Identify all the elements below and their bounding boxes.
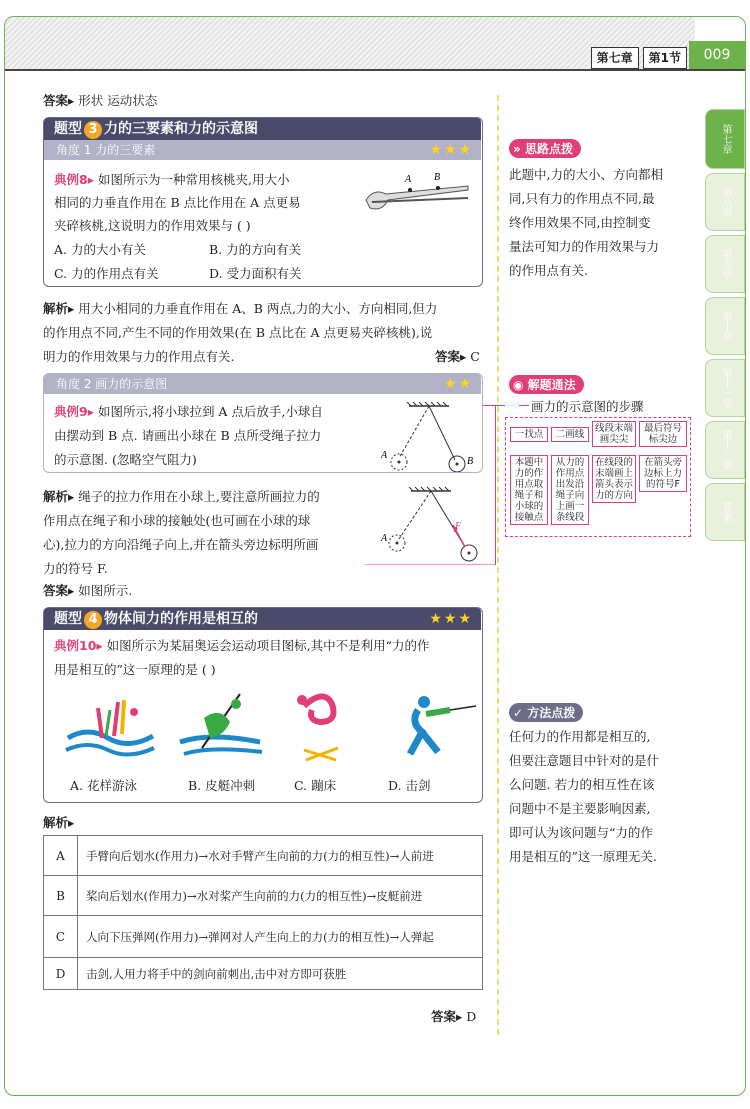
connector-vertical <box>495 405 496 565</box>
type4-box <box>43 607 483 803</box>
example-label: 典例10 <box>54 638 97 653</box>
tip-line: 任何力的作用都是相互的, <box>509 729 651 744</box>
arrow-line <box>519 405 529 406</box>
example-label: 典例9 <box>54 404 88 419</box>
row-text: 人向下压弹网(作用力)→弹网对人产生向上的力(力的相互性)→人弹起 <box>78 916 483 958</box>
page-number: 009 <box>689 41 745 69</box>
option-d: D. 受力面积有关 <box>209 266 302 281</box>
swimming-icon <box>58 688 158 768</box>
tab-chapter-9[interactable]: 第九章 <box>705 235 745 293</box>
answer-text: 如图所示. <box>78 583 133 598</box>
row-key: D <box>44 958 78 990</box>
answer-label: 答案 <box>43 93 69 108</box>
ana9-line-3: 心),拉力的方向沿绳子向上,并在箭头旁边标明所画 <box>43 537 319 552</box>
flow-note-1: 本题中力的作用点取绳子和小球的接触点 <box>510 455 548 525</box>
flow-step-1: 一找点 <box>510 427 548 442</box>
tip-line: 用是相互的”这一原理无关. <box>509 849 657 864</box>
tab-chapter-8[interactable]: 第八章 <box>705 173 745 231</box>
analysis-label: 解析 <box>43 489 69 504</box>
ana8-answer <box>435 347 480 365</box>
fig-label-a: A <box>381 450 388 461</box>
tip-line: 么问题. 若力的相互性在该 <box>509 777 655 792</box>
tab-answers[interactable]: 答案 <box>705 483 745 541</box>
icon-label-d: D. 击剑 <box>388 778 431 793</box>
icon-label-c: C. 蹦床 <box>294 778 337 793</box>
answer9 <box>43 581 132 599</box>
type-number: 3 <box>84 121 102 139</box>
answer-text: 形状 运动状态 <box>78 93 158 108</box>
option-a: A. 力的大小有关 <box>54 242 146 257</box>
type-prefix: 题型 <box>54 611 82 627</box>
difficulty-stars: ★★ <box>443 376 473 392</box>
fig-label-b: B <box>467 456 474 467</box>
ana8-text: 用大小相同的力垂直作用在 A、B 两点,力的大小、方向相同,但力 <box>78 301 438 316</box>
row-key: B <box>44 876 78 916</box>
tip-text <box>509 725 689 869</box>
arrow-icon: ▸ <box>68 489 75 504</box>
ex9-line-3: 的示意图. (忽略空气阻力) <box>54 452 197 467</box>
row-text: 击剑,人用力将手中的剑向前刺出,击中对方即可获胜 <box>78 958 483 990</box>
type-title: 物体间力的作用是相互的 <box>104 611 258 627</box>
row-text: 桨向后划水(作用力)→水对桨产生向前的力(力的相互性)→皮艇前进 <box>78 876 483 916</box>
idea-line: 量法可知力的作用效果与力 <box>509 239 660 254</box>
ana8-line-1 <box>43 299 437 317</box>
analysis-label: 解析 <box>43 815 69 830</box>
answer-label: 答案 <box>431 1009 457 1024</box>
type-prefix: 题型 <box>54 121 82 137</box>
ana9-line-2: 作用点在绳子和小球的接触处(也可画在小球的球 <box>43 513 311 528</box>
tip-line: 但要注意题目中针对的是什 <box>509 753 660 768</box>
column-divider <box>497 95 499 1035</box>
ana9-text: 绳子的拉力作用在小球上,要注意所画拉力的 <box>78 489 320 504</box>
answer10 <box>431 1007 476 1025</box>
connector-line <box>483 405 505 406</box>
row-key: A <box>44 836 78 876</box>
arrow-icon: ▸ <box>456 1009 463 1024</box>
table-row <box>44 876 483 916</box>
type4-title <box>44 608 481 630</box>
flow-note-2: 从力的作用点出发沿绳子向上画一条线段 <box>551 455 589 525</box>
idea-line: 同,只有力的作用点不同,最 <box>509 191 655 206</box>
kayak-icon <box>170 688 270 768</box>
difficulty-stars: ★★★ <box>429 611 473 627</box>
arrow-icon: ▸ <box>460 349 467 364</box>
flow-step-4: 最后符号标尖边 <box>639 421 687 447</box>
intro-answer <box>43 91 157 109</box>
type-number: 4 <box>84 611 102 629</box>
ana10-label <box>43 813 74 831</box>
ex8-line-2: 相同的力垂直作用在 B 点比作用在 A 点更易 <box>54 195 301 210</box>
type3-box <box>43 117 483 287</box>
chapter-tabs <box>705 109 745 545</box>
ex9-text: 如图所示,将小球拉到 A 点后放手,小球自 <box>97 404 323 419</box>
tab-chapter-7[interactable]: 第七章 <box>705 109 745 169</box>
angle1-bar <box>44 140 481 160</box>
analysis-label: 解析 <box>43 301 69 316</box>
force-label-f: F <box>455 521 462 532</box>
flow-step-2: 二画线 <box>551 427 589 442</box>
ana8-line-3: 明力的作用效果与力的作用点有关. <box>43 349 235 364</box>
fig-label-b: B <box>434 172 441 183</box>
method-title: 画力的示意图的步骤 <box>531 399 644 414</box>
idea-text <box>509 163 689 283</box>
tab-chapter-11[interactable]: 第十一章 <box>705 359 745 417</box>
tab-chapter-10[interactable]: 第十章 <box>705 297 745 355</box>
header-rule <box>5 69 746 71</box>
difficulty-stars: ★★★ <box>429 142 473 158</box>
tag-label: 方法点拨 <box>527 706 576 720</box>
header-labels <box>591 47 687 69</box>
pendulum-figure <box>369 402 479 472</box>
type3-title <box>44 118 481 140</box>
fig-label-a: A <box>405 174 412 185</box>
ex8-line-1 <box>54 170 289 188</box>
ex9-line-1 <box>54 402 323 420</box>
idea-tag <box>509 139 581 158</box>
tag-label: 思路点拨 <box>524 142 573 156</box>
chapter-label: 第七章 <box>591 47 639 69</box>
table-row <box>44 916 483 958</box>
arrow-icon: ▸ <box>87 404 94 419</box>
flow-note-3: 在线段的末端画上箭头表示力的方向 <box>592 455 636 503</box>
double-chevron-icon: » <box>513 142 521 156</box>
tip-line: 即可认为该问题与“力的作 <box>509 825 653 840</box>
check-icon: ✓ <box>513 706 524 720</box>
tip-tag <box>509 703 583 722</box>
tip-line: 问题中不是主要影响因素, <box>509 801 651 816</box>
lightbulb-icon: ◉ <box>513 378 524 392</box>
tag-label: 解题通法 <box>527 378 576 392</box>
nutcracker-figure <box>362 168 474 218</box>
ex8-text: 如图所示为一种常用核桃夹,用大小 <box>97 172 290 187</box>
angle2-bar <box>44 374 481 394</box>
answer-value: D <box>466 1009 477 1024</box>
icon-label-a: A. 花样游泳 <box>70 778 137 793</box>
arrow-icon: ▸ <box>87 172 94 187</box>
ana9-line-1 <box>43 487 320 505</box>
flow-note-4: 在箭头旁边标上力的符号F <box>639 455 687 492</box>
angle-label: 角度 1 力的三要素 <box>56 143 156 157</box>
arrow-icon: ▸ <box>68 93 75 108</box>
fig-label-a: A <box>381 533 388 544</box>
ana9-line-4: 力的符号 F. <box>43 561 108 576</box>
arrow-icon: ▸ <box>68 815 75 830</box>
analysis-table <box>43 835 483 990</box>
ex9-line-2: 由摆动到 B 点. 请画出小球在 B 点所受绳子拉力 <box>54 428 322 443</box>
table-row <box>44 958 483 990</box>
row-key: C <box>44 916 78 958</box>
ana8-line-2: 的作用点不同,产生不同的作用效果(在 B 点比在 A 点更易夹碎核桃),说 <box>43 325 433 340</box>
fencing-icon <box>380 688 480 768</box>
answer-value: C <box>470 349 480 364</box>
angle-label: 角度 2 画力的示意图 <box>56 377 168 391</box>
option-b: B. 力的方向有关 <box>209 242 302 257</box>
angle2-box <box>43 373 483 473</box>
type-title: 力的三要素和力的示意图 <box>104 121 258 137</box>
ex8-line-3: 夹碎核桃,这说明力的作用效果与 ( ) <box>54 218 251 233</box>
page <box>4 16 746 1096</box>
arrow-icon: ▸ <box>68 583 75 598</box>
row-text: 手臂向后划水(作用力)→水对手臂产生向前的力(力的相互性)→人前进 <box>78 836 483 876</box>
pendulum-answer-figure <box>365 485 495 565</box>
method-tag <box>509 375 584 394</box>
trampoline-icon <box>284 688 364 768</box>
ex10-line-1 <box>54 636 430 654</box>
ex10-line-2: 用是相互的”这一原理的是 ( ) <box>54 662 216 677</box>
idea-line: 此题中,力的大小、方向都相 <box>509 167 663 182</box>
idea-line: 终作用效果不同,由控制变 <box>509 215 651 230</box>
section-label: 第1节 <box>643 47 687 69</box>
answer-label: 答案 <box>43 583 69 598</box>
arrow-icon: ▸ <box>96 638 103 653</box>
ex10-text: 如图所示为某届奥运会运动项目图标,其中不是利用“力的作 <box>106 638 430 653</box>
tab-chapter-12[interactable]: 第十二章 <box>705 421 745 479</box>
table-row <box>44 836 483 876</box>
option-c: C. 力的作用点有关 <box>54 266 159 281</box>
example-label: 典例8 <box>54 172 88 187</box>
idea-line: 的作用点有关. <box>509 263 588 278</box>
arrow-icon: ▸ <box>68 301 75 316</box>
flow-step-3: 线段末端画尖尖 <box>592 421 636 447</box>
icon-label-b: B. 皮艇冲刺 <box>188 778 256 793</box>
answer-label: 答案 <box>435 349 461 364</box>
